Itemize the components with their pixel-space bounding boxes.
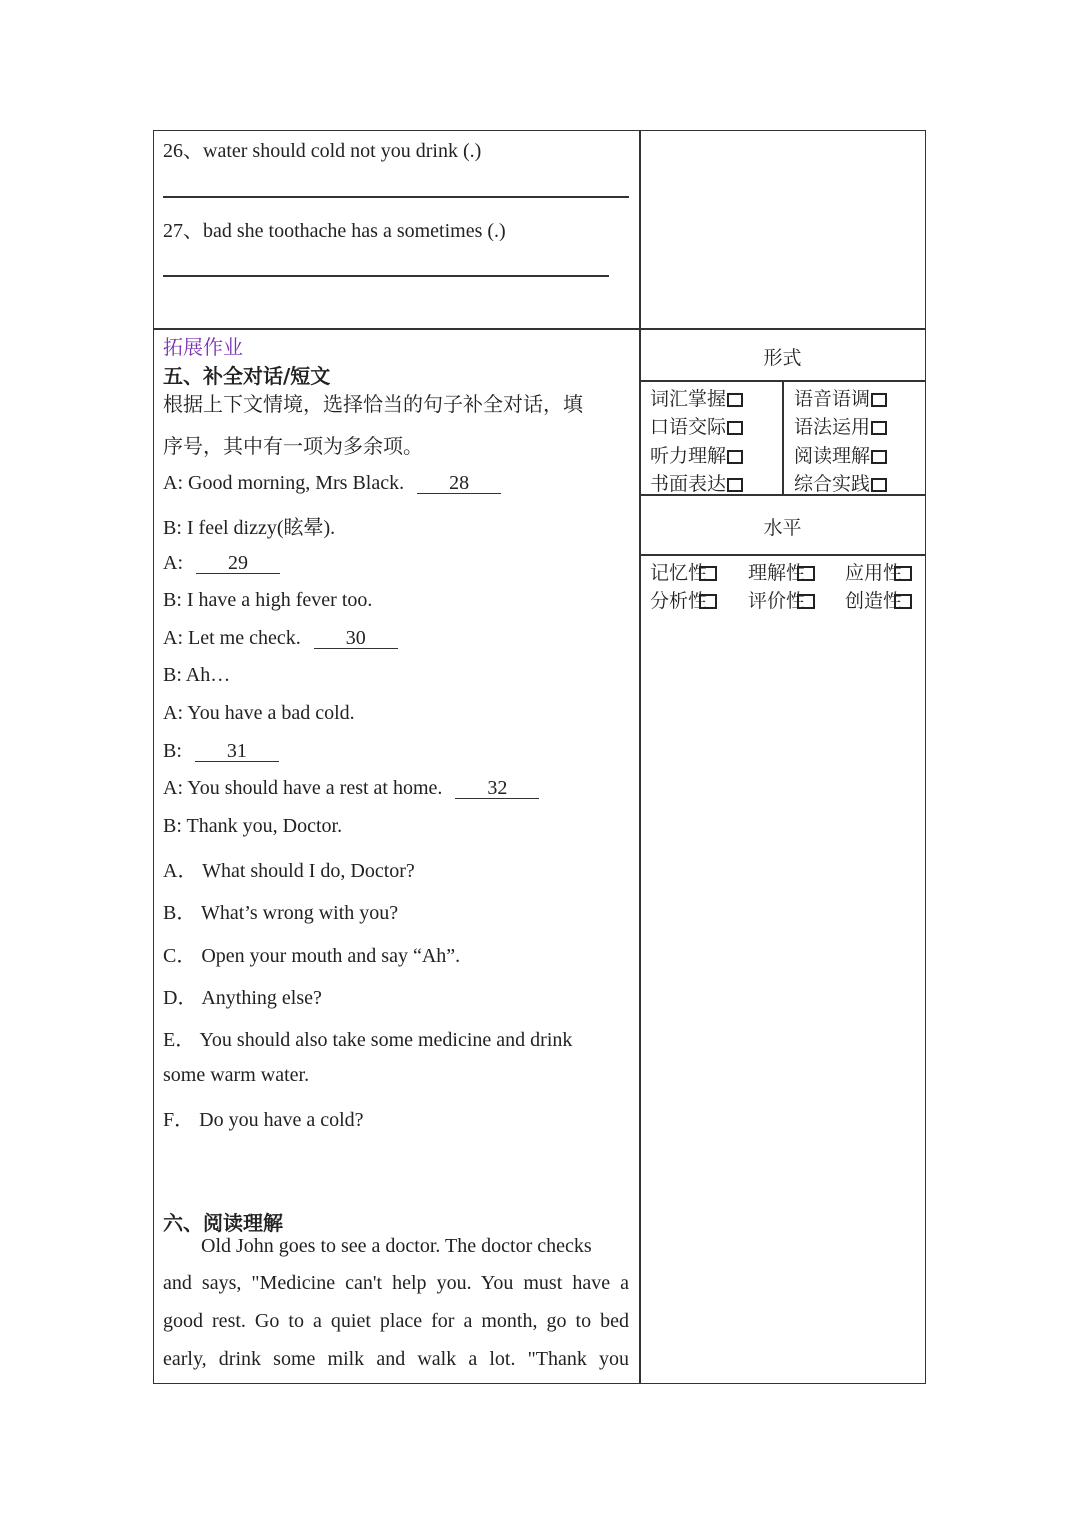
- option-c: C． Open your mouth and say “Ah”.: [163, 945, 461, 967]
- form-option: [650, 412, 743, 439]
- level-option-label: 评价性: [748, 590, 806, 612]
- level-title: 水平: [763, 517, 802, 539]
- level-option-label: 应用性: [845, 562, 903, 584]
- level-option-label: 理解性: [748, 562, 806, 584]
- dialogue-text: B:: [163, 740, 182, 762]
- form-title: 形式: [763, 347, 802, 369]
- form-option-label: 阅读理解: [794, 445, 871, 467]
- answer-line-27[interactable]: [163, 275, 609, 277]
- level-option: [650, 558, 717, 585]
- blank-32[interactable]: 32: [455, 778, 539, 799]
- row-divider: [153, 328, 926, 330]
- form-option-label: 综合实践: [794, 473, 871, 495]
- dialogue-text: A:: [163, 552, 183, 574]
- blank-29[interactable]: 29: [196, 553, 280, 574]
- checkbox[interactable]: [727, 450, 743, 464]
- level-title-divider: [639, 554, 926, 556]
- dialogue-line: [163, 552, 280, 575]
- checkbox[interactable]: [894, 594, 912, 609]
- dialogue-line: [163, 777, 539, 800]
- checkbox[interactable]: [871, 421, 887, 435]
- reading-line: and says, "Medicine can't help you. You must have a: [163, 1272, 629, 1294]
- option-d: D． Anything else?: [163, 987, 322, 1009]
- checkbox[interactable]: [797, 566, 815, 581]
- form-option-label: 语法运用: [794, 416, 871, 438]
- checkbox[interactable]: [871, 450, 887, 464]
- dialogue-line: B: I feel dizzy(眩晕).: [163, 517, 336, 539]
- level-option: [748, 558, 815, 585]
- form-option: [650, 384, 743, 411]
- section-6-title: 六、阅读理解: [163, 1211, 283, 1235]
- reading-line: good rest. Go to a quiet place for a month, go to bed: [163, 1310, 629, 1332]
- option-a: A． What should I do, Doctor?: [163, 860, 415, 882]
- checkbox[interactable]: [727, 421, 743, 435]
- checkbox[interactable]: [871, 393, 887, 407]
- level-option-label: 创造性: [845, 590, 903, 612]
- checkbox[interactable]: [797, 594, 815, 609]
- checkbox[interactable]: [727, 478, 743, 492]
- level-option: [845, 586, 912, 613]
- form-option-label: 听力理解: [650, 445, 727, 467]
- checkbox[interactable]: [727, 393, 743, 407]
- dialogue-line: B: Ah…: [163, 664, 231, 686]
- form-option-label: 语音语调: [794, 388, 871, 410]
- form-grid-vdivider: [782, 380, 784, 494]
- form-option: [794, 441, 887, 468]
- reading-line: Old John goes to see a doctor. The doctor checks: [201, 1235, 592, 1257]
- dialogue-line: A: You have a bad cold.: [163, 702, 355, 724]
- dialogue-line: [163, 740, 279, 763]
- form-option: [794, 469, 887, 496]
- dialogue-line: [163, 472, 501, 495]
- blank-31[interactable]: 31: [195, 741, 279, 762]
- form-option-label: 口语交际: [650, 416, 727, 438]
- level-option: [748, 586, 815, 613]
- checkbox[interactable]: [871, 478, 887, 492]
- level-option: [845, 558, 912, 585]
- form-option: [650, 469, 743, 496]
- blank-30[interactable]: 30: [314, 628, 398, 649]
- column-divider: [639, 130, 641, 1384]
- level-option-label: 分析性: [650, 590, 708, 612]
- option-b: B． What’s wrong with you?: [163, 902, 399, 924]
- instruction-line-2: 序号，其中有一项为多余项。: [163, 434, 423, 458]
- form-option: [794, 384, 887, 411]
- level-option: [650, 586, 717, 613]
- option-e-continued: some warm water.: [163, 1064, 310, 1086]
- form-option: [794, 412, 887, 439]
- form-option: [650, 441, 743, 468]
- dialogue-text: A: Good morning, Mrs Black.: [163, 472, 405, 494]
- form-option-label: 词汇掌握: [650, 388, 727, 410]
- answer-line-26[interactable]: [163, 196, 629, 198]
- dialogue-line: [163, 627, 398, 650]
- option-f: F． Do you have a cold?: [163, 1109, 364, 1131]
- instruction-line-1: 根据上下文情境，选择恰当的句子补全对话，填: [163, 392, 583, 416]
- checkbox[interactable]: [699, 566, 717, 581]
- question-27: 27、bad she toothache has a sometimes (.): [163, 220, 506, 242]
- question-26: 26、water should cold not you drink (.): [163, 140, 482, 162]
- option-e: E． You should also take some medicine and drink: [163, 1029, 573, 1051]
- checkbox[interactable]: [699, 594, 717, 609]
- dialogue-line: B: I have a high fever too.: [163, 589, 373, 611]
- dialogue-text: A: You should have a rest at home.: [163, 777, 443, 799]
- level-option-label: 记忆性: [650, 562, 708, 584]
- section-5-title: 五、补全对话/短文: [163, 364, 331, 388]
- blank-28[interactable]: 28: [417, 473, 501, 494]
- dialogue-text: A: Let me check.: [163, 627, 301, 649]
- form-option-label: 书面表达: [650, 473, 727, 495]
- reading-line: early, drink some milk and walk a lot. "Thank you: [163, 1348, 629, 1370]
- dialogue-line: B: Thank you, Doctor.: [163, 815, 343, 837]
- checkbox[interactable]: [894, 566, 912, 581]
- extension-heading: 拓展作业: [163, 335, 243, 359]
